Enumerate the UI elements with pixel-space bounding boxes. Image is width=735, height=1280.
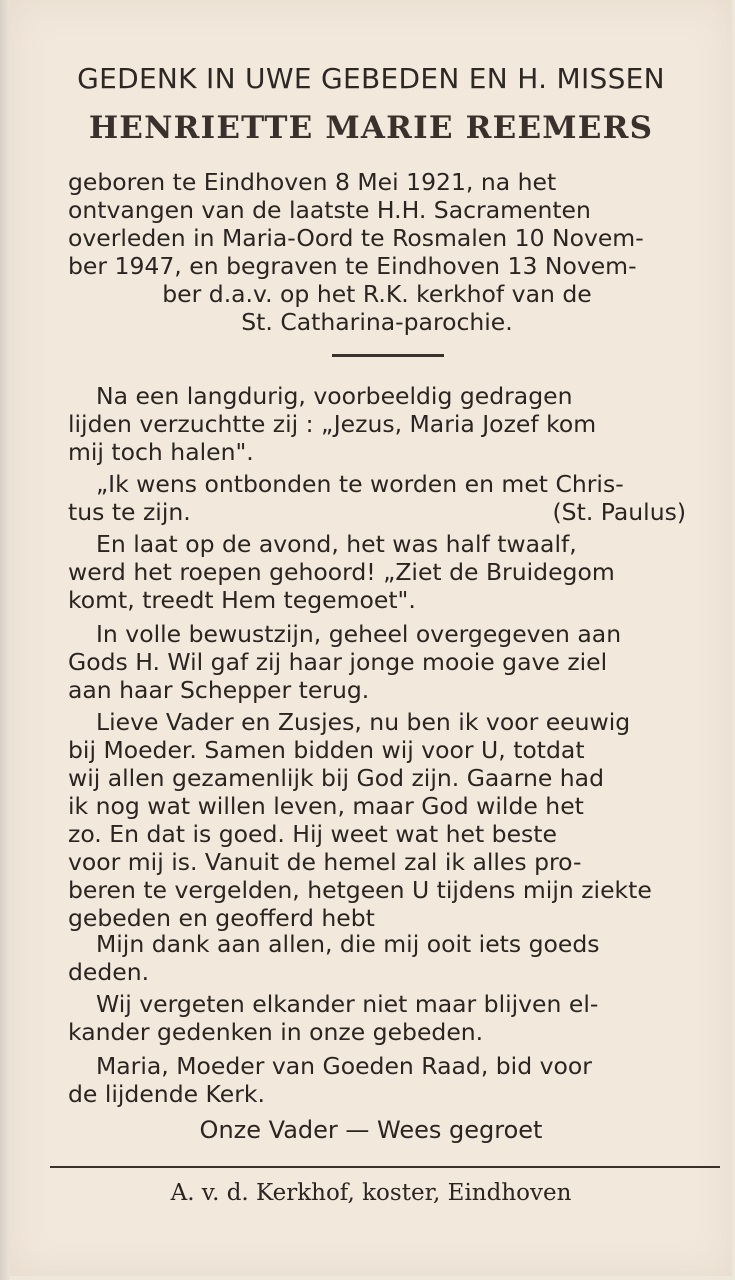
text-line: gebeden en geofferd hebt [68, 904, 375, 932]
text-line: de lijdende Kerk. [68, 1080, 265, 1108]
text-line: voor mij is. Vanuit de hemel zal ik alles pro- [68, 848, 582, 876]
text-line: wij allen gezamenlijk bij God zijn. Gaarne had [68, 764, 604, 792]
text-line: Wij vergeten elkander niet maar blijven el- [96, 990, 599, 1018]
text-line: aan haar Schepper terug. [68, 676, 370, 704]
text-line: In volle bewustzijn, geheel overgegeven aan [96, 620, 622, 648]
paragraph [68, 1052, 686, 1108]
paragraph [68, 708, 686, 932]
card-heading: GEDENK IN UWE GEBEDEN EN H. MISSEN [77, 62, 665, 95]
bio-line: St. Catharina-parochie. [241, 308, 513, 336]
card-edge [0, 0, 10, 1280]
paragraph [68, 382, 686, 466]
footer-divider [50, 1166, 720, 1168]
text-line: zo. En dat is goed. Hij weet wat het beste [68, 820, 557, 848]
text-line [68, 498, 686, 526]
paragraph [68, 930, 686, 986]
paragraph [68, 530, 686, 614]
paragraph [68, 470, 686, 526]
text-line: komt, treedt Hem tegemoet". [68, 586, 416, 614]
deceased-name: HENRIETTE MARIE REEMERS [88, 110, 654, 146]
text-line: Lieve Vader en Zusjes, nu ben ik voor eeuwig [96, 708, 631, 736]
bio-line: geboren te Eindhoven 8 Mei 1921, na het [68, 168, 557, 196]
quote-source: (St. Paulus) [552, 498, 686, 526]
text-line: Gods H. Wil gaf zij haar jonge mooie gave ziel [68, 648, 608, 676]
printer-credit: A. v. d. Kerkhof, koster, Eindhoven [170, 1180, 572, 1206]
text-line: werd het roepen gehoord! „Ziet de Bruidegom [68, 558, 615, 586]
text-line: kander gedenken in onze gebeden. [68, 1018, 484, 1046]
text-fragment: tus te zijn. [68, 498, 191, 526]
text-line: „Ik wens ontbonden te worden en met Chris- [96, 470, 624, 498]
text-line: deden. [68, 958, 150, 986]
text-line: ik nog wat willen leven, maar God wilde het [68, 792, 584, 820]
divider [332, 354, 444, 357]
bio-line: ontvangen van de laatste H.H. Sacramenten [68, 196, 591, 224]
text-line: lijden verzuchtte zij : „Jezus, Maria Jozef kom [68, 410, 597, 438]
text-line: Mijn dank aan allen, die mij ooit iets goeds [96, 930, 600, 958]
bio-line: ber d.a.v. op het R.K. kerkhof van de [162, 280, 592, 308]
text-line: Maria, Moeder van Goeden Raad, bid voor [96, 1052, 592, 1080]
paragraph [68, 990, 686, 1046]
text-line: beren te vergelden, hetgeen U tijdens mijn ziekte [68, 876, 652, 904]
text-line: Na een langdurig, voorbeeldig gedragen [96, 382, 573, 410]
closing-prayer: Onze Vader — Wees gegroet [199, 1116, 543, 1144]
text-line: En laat op de avond, het was half twaalf, [96, 530, 577, 558]
biography [68, 168, 686, 336]
bio-line: ber 1947, en begraven te Eindhoven 13 Novem- [68, 252, 637, 280]
bio-line: overleden in Maria-Oord te Rosmalen 10 Novem- [68, 224, 644, 252]
paragraph [68, 620, 686, 704]
text-line: bij Moeder. Samen bidden wij voor U, totdat [68, 736, 585, 764]
text-line: mij toch halen". [68, 438, 254, 466]
memorial-card [10, 0, 732, 1276]
